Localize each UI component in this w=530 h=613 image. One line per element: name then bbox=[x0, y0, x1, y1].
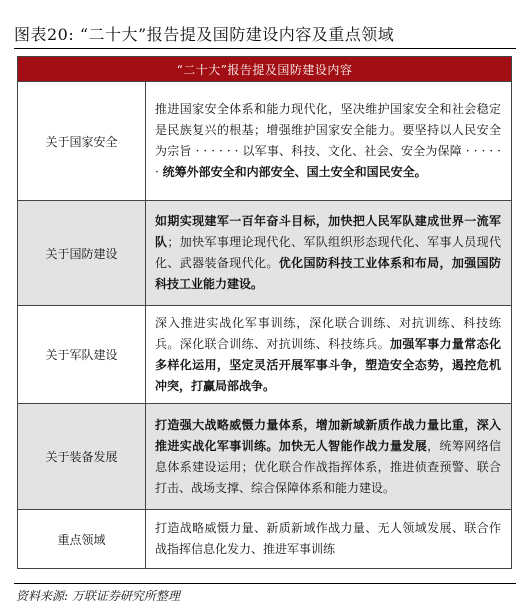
row-label: 关于国防建设 bbox=[18, 201, 146, 305]
row-content bbox=[146, 306, 511, 403]
content-emphasis: 打造强大战略威慑力量体系，增加新域新质作战力量比重，深入推进实战化军事训练。加快无人智能作战力量发展 bbox=[155, 417, 501, 453]
content-text: 深入推进实战化军事训练，深化联合训练、对抗训练、科技练兵。深化联合训练、对抗训练、科技练兵。 bbox=[155, 315, 501, 351]
table-row bbox=[18, 200, 511, 305]
figure-title: 图表20: “二十大”报告提及国防建设内容及重点领域 bbox=[14, 25, 395, 44]
table-header: “二十大”报告提及国防建设内容 bbox=[18, 57, 511, 81]
table-row bbox=[18, 81, 511, 200]
title-rule bbox=[14, 48, 516, 49]
row-label: 关于国家安全 bbox=[18, 82, 146, 200]
content-emphasis: 加强军事力量常态化多样化运用，坚定灵活开展军事斗争，塑造安全态势，遏控危机冲突，打赢局部战争。 bbox=[155, 336, 501, 393]
row-content bbox=[146, 82, 511, 200]
table-row bbox=[18, 403, 511, 509]
content-text: 打造战略威慑力量、新质新域作战力量、无人领域发展、联合作战指挥信息化发力、推进军事训练 bbox=[155, 521, 501, 556]
content-emphasis: 统筹外部安全和内部安全、国土安全和国民安全。 bbox=[162, 165, 427, 179]
content-text: 推进国家安全体系和能力现代化，坚决维护国家安全和社会稳定是民族复兴的根基；增强维护国家安全能力。要坚持以人民安全为宗旨 · · · · · · 以军事、科技、文化、社会、安全为保障 · · · · · · bbox=[155, 102, 501, 179]
row-content bbox=[146, 404, 511, 509]
row-content bbox=[146, 510, 511, 568]
table-row bbox=[18, 305, 511, 403]
content-emphasis: 优化国防科技工业体系和布局，加强国防科技工业能力建设。 bbox=[155, 256, 501, 291]
row-label: 重点领域 bbox=[18, 510, 146, 568]
content-emphasis: 如期实现建军一百年奋斗目标，加快把人民军队建成世界一流军队 bbox=[155, 214, 501, 249]
source-rule bbox=[14, 583, 516, 584]
content-text: ，统筹网络信息体系建设运用；优化联合作战指挥体系，推进侦查预警、联合打击、战场支撑、综合保障体系和能力建设。 bbox=[155, 438, 501, 495]
row-label: 关于军队建设 bbox=[18, 306, 146, 403]
content-text: ；加快军事理论现代化、军队组织形态现代化、军事人员现代化、武器装备现代化。 bbox=[155, 235, 501, 270]
content-table bbox=[17, 56, 512, 569]
row-content bbox=[146, 201, 511, 305]
source-note: 资料来源: 万联证券研究所整理 bbox=[16, 589, 180, 603]
row-label: 关于装备发展 bbox=[18, 404, 146, 509]
table-row bbox=[18, 509, 511, 568]
